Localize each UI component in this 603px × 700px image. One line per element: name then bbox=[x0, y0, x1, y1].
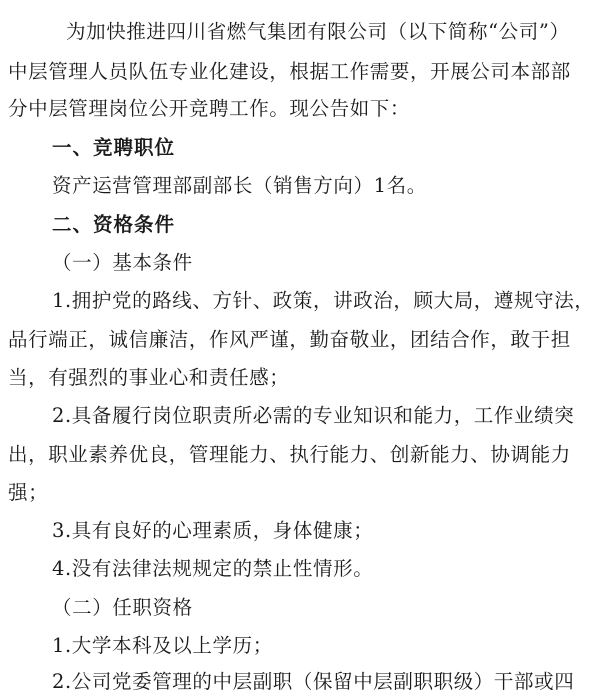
condition-3: 3.具有良好的心理素质，身体健康； bbox=[52, 519, 374, 542]
section-heading-qualifications: 二、资格条件 bbox=[52, 213, 176, 236]
section-heading-positions: 一、竞聘职位 bbox=[52, 136, 176, 159]
condition-4: 4.没有法律法规规定的禁止性情形。 bbox=[52, 557, 374, 580]
condition-2-line-1: 2.具备履行岗位职责所必需的专业知识和能力，工作业绩突 bbox=[52, 404, 575, 427]
condition-2-line-2: 出，职业素养优良，管理能力、执行能力、创新能力、协调能力 bbox=[8, 443, 571, 466]
condition-2-line-3: 强； bbox=[8, 481, 49, 504]
qualification-2: 2.公司党委管理的中层副职（保留中层副职职级）干部或四 bbox=[52, 670, 575, 693]
position-item: 资产运营管理部副部长（销售方向）1名。 bbox=[52, 174, 427, 197]
paragraph-intro-line-3: 分中层管理岗位公开竞聘工作。现公告如下： bbox=[8, 97, 411, 120]
paragraph-intro-line-2: 中层管理人员队伍专业化建设，根据工作需要，开展公司本部部 bbox=[8, 60, 571, 83]
subheading-basic-conditions: （一）基本条件 bbox=[52, 251, 193, 274]
subheading-job-qualifications: （二）任职资格 bbox=[52, 596, 193, 619]
condition-1-line-1: 1.拥护党的路线、方针、政策，讲政治，顾大局，遵规守法， bbox=[52, 289, 595, 312]
qualification-1: 1.大学本科及以上学历； bbox=[52, 634, 273, 657]
paragraph-intro-line-1: 为加快推进四川省燃气集团有限公司（以下简称“公司”） bbox=[66, 20, 570, 43]
condition-1-line-3: 当，有强烈的事业心和责任感； bbox=[8, 366, 290, 389]
condition-1-line-2: 品行端正，诚信廉洁，作风严谨，勤奋敬业，团结合作，敢于担 bbox=[8, 328, 571, 351]
